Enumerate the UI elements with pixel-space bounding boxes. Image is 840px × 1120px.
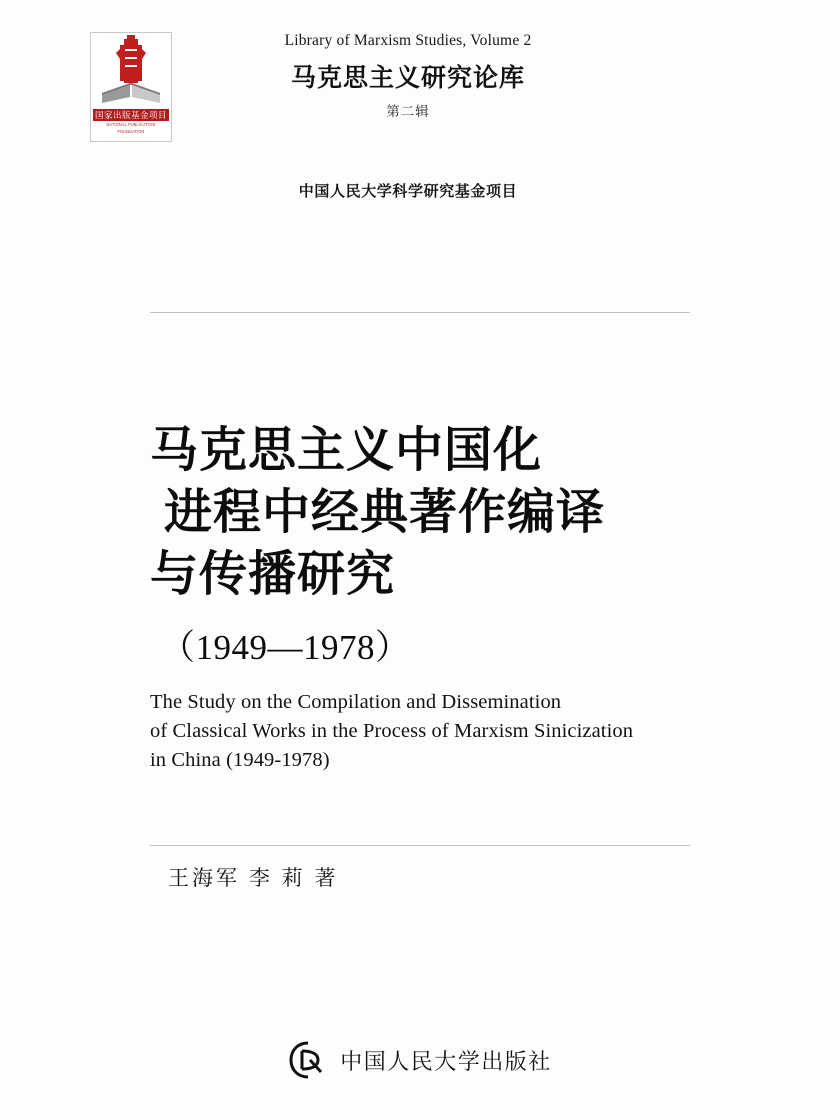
book-title-chinese	[150, 420, 740, 606]
book-title-line-2: 进程中经典著作编译	[164, 486, 606, 539]
national-publication-fund-badge	[90, 32, 172, 142]
series-block	[198, 32, 618, 120]
book-title-english	[150, 688, 740, 775]
book-title-english-line-3: in China (1949-1978)	[150, 749, 330, 771]
book-title-line-1: 马克思主义中国化	[150, 424, 543, 477]
series-title-chinese: 马克思主义研究论库	[290, 64, 525, 92]
divider-bottom	[150, 845, 690, 846]
book-title-year-range: （1949—1978）	[160, 628, 411, 667]
book-title-english-line-2: of Classical Works in the Process of Marxism Sinicization	[150, 720, 634, 742]
divider-top	[150, 312, 690, 313]
publisher-logo-icon	[288, 1040, 328, 1080]
author-names: 王海军 李 莉 著	[168, 867, 339, 890]
title-block	[150, 420, 740, 775]
masthead	[90, 32, 750, 200]
fund-emblem-icon	[94, 35, 168, 109]
book-title-line-3: 与传播研究	[150, 548, 396, 601]
project-funding-line: 中国人民大学科学研究基金项目	[298, 183, 518, 200]
fund-badge-caption-en: NATIONAL PUBLICATION FOUNDATION	[106, 122, 156, 134]
series-title-english: Library of Marxism Studies, Volume 2	[284, 32, 532, 49]
publisher-block	[0, 1040, 840, 1080]
book-title-english-line-1: The Study on the Compilation and Dissemination	[150, 691, 562, 713]
publisher-name: 中国人民大学出版社	[340, 1048, 552, 1074]
series-volume: 第二辑	[386, 104, 430, 119]
fund-badge-caption-cn: 国家出版基金项目	[94, 110, 167, 120]
